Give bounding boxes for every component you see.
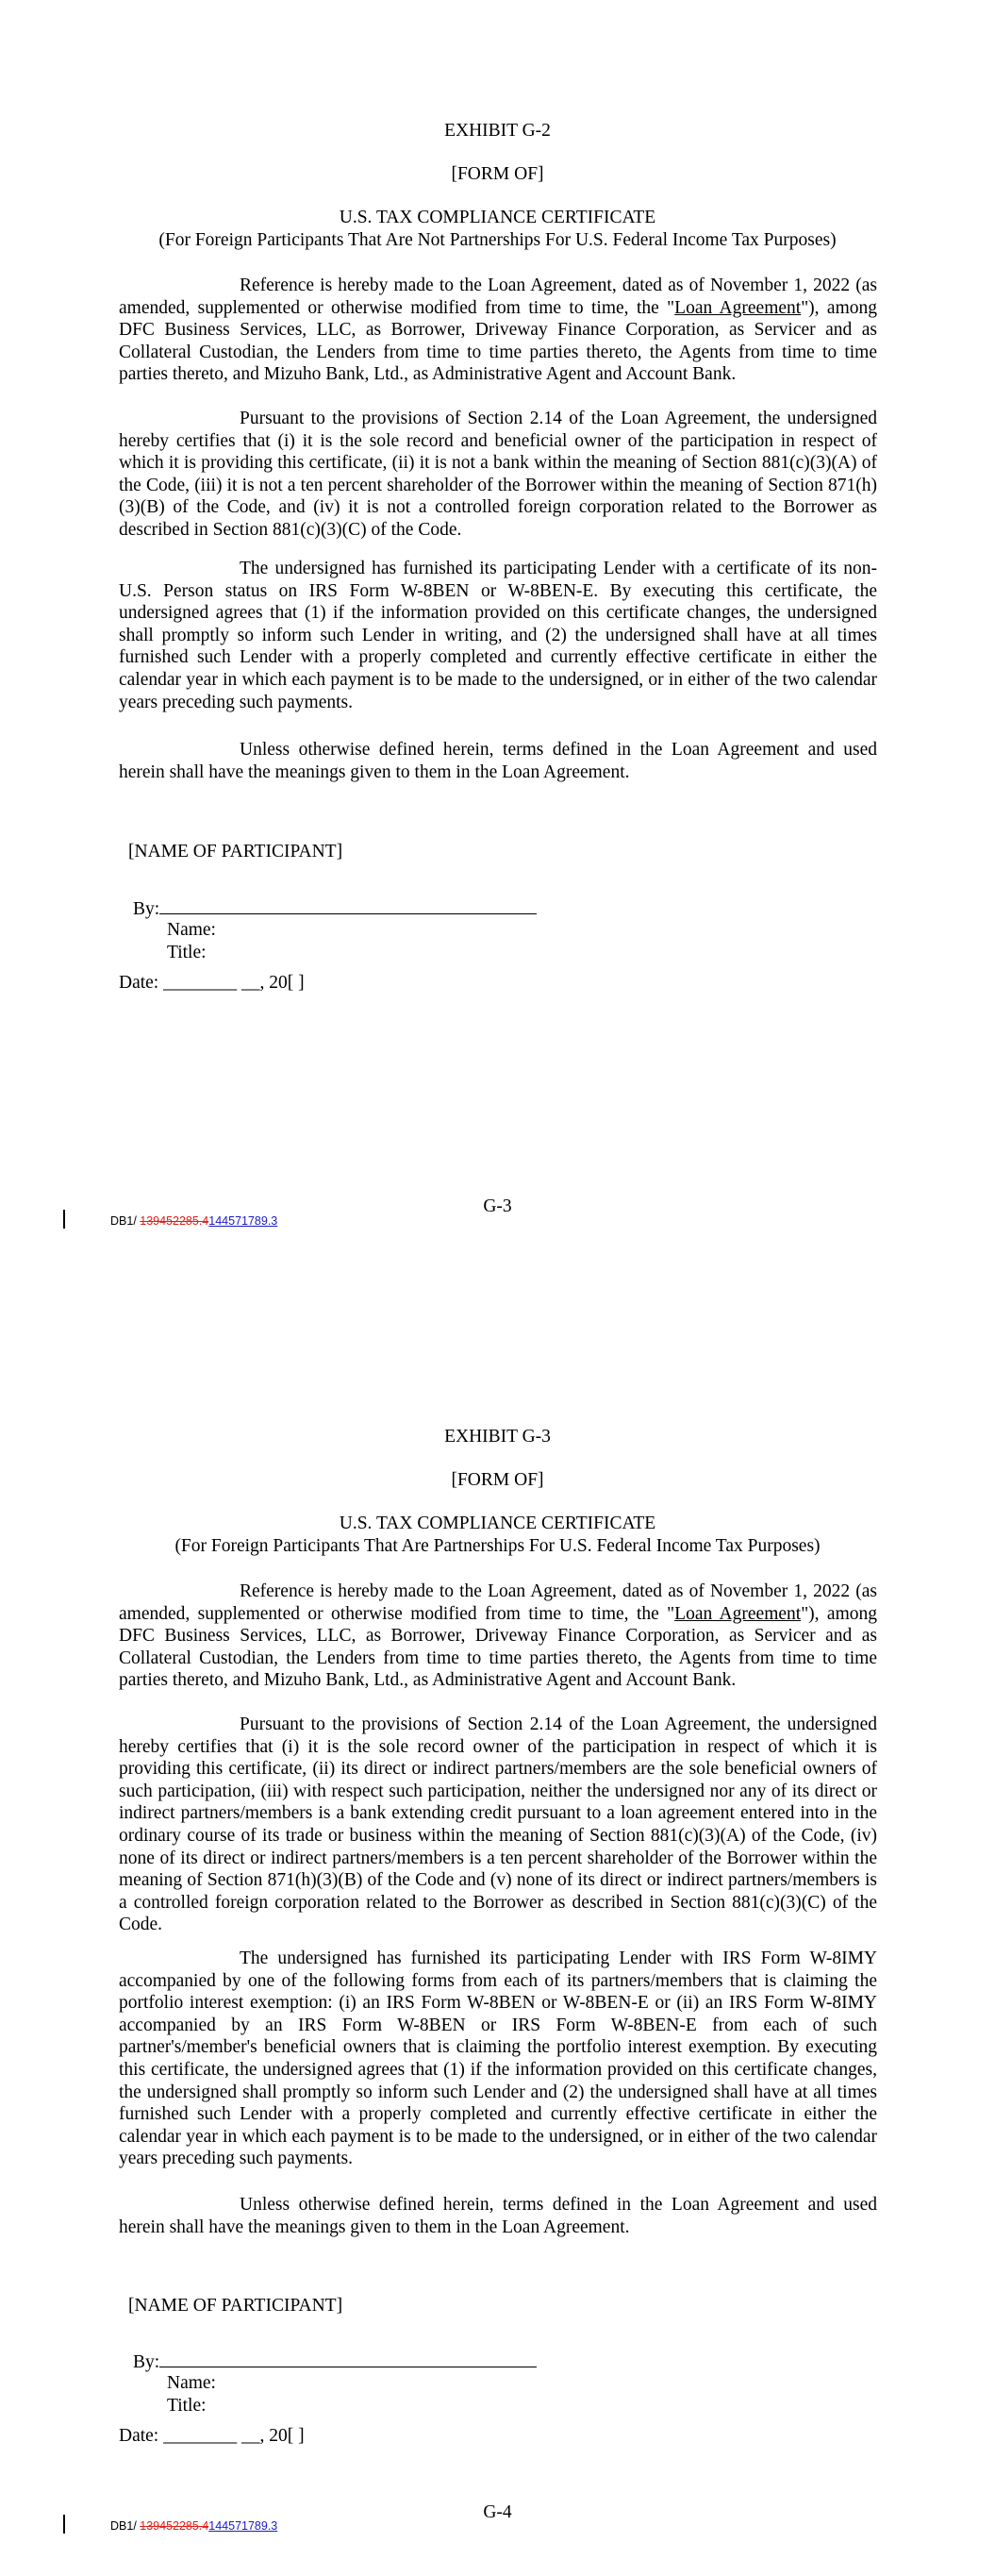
definitions-paragraph: Unless otherwise defined herein, terms defined in the Loan Agreement and used herein shall have the meanings given to them in the Loan Agreement.: [119, 2195, 877, 2237]
title-label: Title:: [167, 2396, 207, 2416]
page-number: G-3: [483, 1196, 512, 1216]
exhibit-heading: EXHIBIT G-2: [444, 121, 551, 141]
document-page: [0, 1288, 995, 2576]
furnished-paragraph: The undersigned has furnished its participating Lender with IRS Form W-8IMY accompanied by one of the following forms from each of its partners/members that is claiming the portfolio interest exemption: (i) an IRS Form W-8BEN or W-8BEN-E or (ii) an IRS Form W-8IMY accompanied by an IRS Form W-8BEN or IRS Form W-8BEN-E from each of such partner's/member's beneficial owners that is claiming the portfolio interest exemption. By executing this certificate, the undersigned agrees that (1) if the information provided on this certificate changes, the undersigned shall promptly so inform such Lender and (2) the undersigned shall have at all times furnished such Lender with a properly completed and currently effective certificate in either the calendar year in which each payment is to be made to the undersigned, or in either of the two calendar years preceding such payments.: [119, 1949, 877, 2169]
document-id: DB1/ 139452285.4144571789.3: [110, 2519, 278, 2533]
reference-paragraph: Reference is hereby made to the Loan Agreement, dated as of November 1, 2022 (as amended, supplemented or otherwise modified from time to time, the "Loan Agreement"), among DFC Business Services, LLC, as Borrower, Driveway Finance Corporation, as Servicer and as Collateral Custodian, the Lenders from time to time parties thereto, the Agents from time to time parties thereto, and Mizuho Bank, Ltd., as Administrative Agent and Account Bank.: [119, 276, 877, 385]
change-bar: [63, 2515, 65, 2534]
furnished-paragraph: The undersigned has furnished its participating Lender with a certificate of its non-U.S. Person status on IRS Form W-8BEN or W-8BEN-E. By executing this certificate, the undersigned agrees that (1) if the information provided on this certificate changes, the undersigned shall promptly so inform such Lender in writing, and (2) the undersigned shall have at all times furnished such Lender with a properly completed and currently effective certificate in either the calendar year in which each payment is to be made to the undersigned, or in either of the two calendar years preceding such payments.: [119, 559, 877, 712]
certificate-subtitle: (For Foreign Participants That Are Partnerships For U.S. Federal Income Tax Purposes): [174, 1536, 821, 1556]
name-label: Name:: [167, 920, 216, 940]
certificate-title: U.S. TAX COMPLIANCE CERTIFICATE: [339, 1514, 656, 1533]
change-bar: [63, 1210, 65, 1229]
date-line: Date: ________ __, 20[ ]: [119, 2426, 305, 2446]
date-line: Date: ________ __, 20[ ]: [119, 973, 305, 993]
certificate-subtitle: (For Foreign Participants That Are Not Partnerships For U.S. Federal Income Tax Purposes): [158, 230, 837, 250]
title-label: Title:: [167, 943, 207, 962]
participant-name-placeholder: [NAME OF PARTICIPANT]: [128, 842, 343, 861]
name-label: Name:: [167, 2373, 216, 2393]
certification-paragraph: Pursuant to the provisions of Section 2.14 of the Loan Agreement, the undersigned hereby certifies that (i) it is the sole record and beneficial owner of the participation in respect of which it is providing this certificate, (ii) it is not a bank within the meaning of Section 881(c)(3)(A) of the Code, (iii) it is not a ten percent shareholder of the Borrower within the meaning of Section 871(h)(3)(B) of the Code, and (iv) it is not a controlled foreign corporation related to the Borrower as described in Section 881(c)(3)(C) of the Code.: [119, 409, 877, 540]
signature-line: By:: [133, 896, 537, 921]
form-of-label: [FORM OF]: [451, 1470, 544, 1490]
defined-term: Loan Agreement: [674, 297, 802, 318]
page-number: G-4: [483, 2502, 512, 2522]
certification-paragraph: Pursuant to the provisions of Section 2.14 of the Loan Agreement, the undersigned hereby certifies that (i) it is the sole record owner of the participation in respect of which it is providing this certificate, (ii) its direct or indirect partners/members are the sole beneficial owners of such participation, (iii) with respect such participation, neither the undersigned nor any of its direct or indirect partners/members is a bank extending credit pursuant to a loan agreement entered into in the ordinary course of its trade or business within the meaning of Section 881(c)(3)(A) of the Code, (iv) none of its direct or indirect partners/members is a ten percent shareholder of the Borrower within the meaning of Section 871(h)(3)(B) of the Code and (v) none of its direct or indirect partners/members is a controlled foreign corporation related to the Borrower as described in Section 881(c)(3)(C) of the Code.: [119, 1715, 877, 1935]
participant-name-placeholder: [NAME OF PARTICIPANT]: [128, 2296, 343, 2316]
document-id: DB1/ 139452285.4144571789.3: [110, 1214, 278, 1228]
reference-paragraph: Reference is hereby made to the Loan Agreement, dated as of November 1, 2022 (as amended, supplemented or otherwise modified from time to time, the "Loan Agreement"), among DFC Business Services, LLC, as Borrower, Driveway Finance Corporation, as Servicer and as Collateral Custodian, the Lenders from time to time parties thereto, the Agents from time to time parties thereto, and Mizuho Bank, Ltd., as Administrative Agent and Account Bank.: [119, 1581, 877, 1691]
form-of-label: [FORM OF]: [451, 164, 544, 184]
definitions-paragraph: Unless otherwise defined herein, terms defined in the Loan Agreement and used herein shall have the meanings given to them in the Loan Agreement.: [119, 740, 877, 782]
exhibit-heading: EXHIBIT G-3: [444, 1427, 551, 1447]
signature-line: By:: [133, 2350, 537, 2374]
certificate-title: U.S. TAX COMPLIANCE CERTIFICATE: [339, 208, 656, 227]
defined-term: Loan Agreement: [674, 1603, 802, 1624]
